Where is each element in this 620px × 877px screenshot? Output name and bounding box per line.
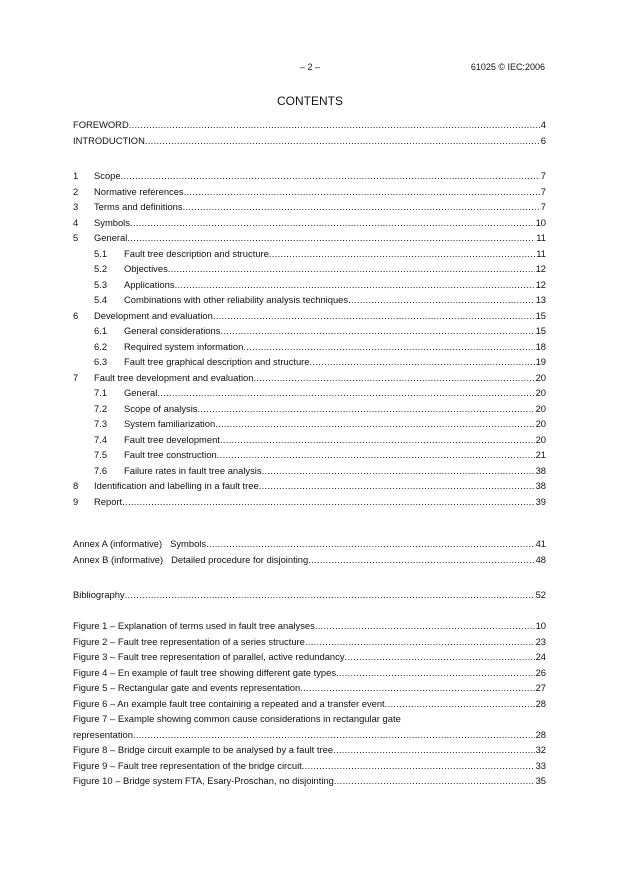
toc-entry-label: General considerations	[124, 325, 221, 336]
dot-leader	[121, 168, 540, 184]
toc-entry-clause-4[interactable]	[73, 215, 546, 231]
toc-entry-number: 6	[73, 309, 79, 321]
toc-entry-page: 6	[540, 134, 546, 146]
toc-entry-figure-4[interactable]	[73, 665, 546, 681]
toc-entry-page: 41	[535, 538, 546, 549]
dot-leader	[206, 536, 535, 552]
toc-entry-page: 12	[535, 278, 546, 290]
toc-entry-label: General	[94, 232, 128, 243]
toc-entry-number: 1	[73, 170, 79, 181]
toc-entry-number: 5.1	[94, 247, 108, 259]
dot-leader	[334, 773, 535, 789]
toc-entry-label[interactable]: Figure 7 – Example showing common cause considerations in rectangular gate	[73, 713, 401, 724]
toc-entry-number: 9	[73, 495, 79, 507]
toc-entry-figure-2[interactable]	[73, 634, 546, 650]
dot-leader	[220, 432, 535, 448]
dot-leader	[168, 261, 535, 277]
dot-leader	[184, 184, 540, 200]
toc-entry-number: 6.2	[94, 340, 108, 352]
toc-entry-page: 38	[535, 464, 546, 476]
toc-entry-clause-6[interactable]	[73, 308, 546, 324]
toc-entry-page: 11	[536, 247, 546, 259]
toc-entry-label: Scope of analysis	[124, 402, 198, 414]
toc-entry-label: System familiarization	[124, 418, 216, 429]
toc-entry-label: Figure 8 – Bridge circuit example to be analysed by a fault tree	[73, 744, 334, 755]
toc-entry-page: 7	[540, 201, 546, 212]
dot-leader	[125, 587, 535, 603]
toc-entry-clause-6-1[interactable]	[73, 323, 546, 339]
toc-entry-label: Combinations with other reliability analysis techniques	[124, 294, 349, 305]
toc-entry-page: 20	[535, 387, 546, 398]
toc-entry-page: 10	[535, 216, 546, 228]
toc-entry-page: 33	[535, 759, 546, 771]
toc-entry-clause-5[interactable]	[73, 230, 546, 246]
toc-figures	[73, 618, 546, 789]
toc-entry-figure-7[interactable]	[73, 727, 546, 743]
toc-entry-label: Objectives	[124, 263, 168, 274]
dot-leader	[220, 323, 534, 339]
toc-entry-label: Fault tree graphical description and structure	[124, 356, 310, 367]
toc-entry-clause-3[interactable]	[73, 199, 546, 215]
toc-entry-label: Fault tree development	[124, 433, 220, 445]
toc-entry-page: 11	[536, 232, 546, 243]
toc-entry-number: 6.1	[94, 325, 108, 336]
toc-entry-page: 32	[535, 744, 546, 755]
toc-entry-page: 21	[535, 449, 546, 460]
toc-entry-number: Annex B (informative)	[73, 553, 164, 565]
toc-entry-page: 20	[535, 418, 546, 429]
toc-entry-page: 20	[535, 433, 546, 445]
dot-leader	[345, 649, 535, 665]
toc-entry-label: Failure rates in fault tree analysis	[124, 464, 262, 476]
dot-leader	[269, 246, 535, 262]
toc-entry-figure-3[interactable]	[73, 649, 546, 665]
toc-entry-page: 15	[535, 309, 546, 321]
toc-entry-number: 3	[73, 201, 79, 212]
toc-entry-page: 48	[535, 553, 546, 565]
toc-entry-clause-7-6[interactable]	[73, 463, 546, 479]
toc-entry-page: 24	[535, 651, 546, 662]
toc-entry-label: Identification and labelling in a fault tree	[94, 480, 259, 491]
toc-entry-label: Figure 10 – Bridge system FTA, Esary-Proschan, no disjointing	[73, 775, 334, 786]
toc-entry-number: 5.2	[94, 263, 108, 274]
toc-entry-figure-10[interactable]	[73, 773, 546, 789]
toc-entry-number: 7	[73, 371, 79, 383]
dot-leader	[262, 463, 535, 479]
dot-leader	[310, 354, 535, 370]
dot-leader	[157, 385, 534, 401]
toc-entry-label: Bibliography	[73, 589, 125, 600]
toc-entry-label: Applications	[124, 278, 175, 290]
toc-entry-clause-7-3[interactable]	[73, 416, 546, 432]
toc-entry-number: 7.5	[94, 449, 108, 460]
toc-entry-page: 27	[535, 682, 546, 693]
toc-entry-label: Scope	[94, 170, 121, 181]
page-title: CONTENTS	[277, 94, 343, 108]
toc-entry-label: Fault tree construction	[124, 449, 217, 460]
toc-entry-label: Report	[94, 495, 123, 507]
toc-entry-clause-9[interactable]	[73, 494, 546, 510]
toc-entry-bibliography[interactable]	[73, 587, 546, 603]
toc-entry-page: 4	[540, 119, 546, 130]
dot-leader	[130, 215, 535, 231]
dot-leader	[336, 665, 535, 681]
dot-leader	[145, 133, 540, 149]
dot-leader	[133, 727, 535, 743]
standard-reference: 61025 © IEC:2006	[470, 62, 545, 72]
toc-entry-number: 7.1	[94, 387, 108, 398]
toc-entry-clause-7-2[interactable]	[73, 401, 546, 417]
dot-leader	[122, 494, 534, 510]
dot-leader	[333, 742, 535, 758]
toc-entry-number: Annex A (informative)	[73, 538, 163, 549]
dot-leader	[197, 401, 534, 417]
toc-entry-number: 7.3	[94, 418, 108, 429]
toc-front-matter	[73, 117, 546, 148]
toc-entry-clause-7-4[interactable]	[73, 432, 546, 448]
toc-entry-page: 39	[535, 495, 546, 507]
toc-entry-label: Terms and definitions	[94, 201, 183, 212]
toc-bibliography	[73, 587, 546, 603]
toc-entry-number: 2	[73, 185, 79, 197]
toc-entry-label: Development and evaluation	[94, 309, 213, 321]
toc-entry-label: Figure 1 – Explanation of terms used in fault tree analyses	[73, 620, 315, 631]
toc-entry-page: 28	[535, 697, 546, 709]
toc-entry-page: 35	[535, 775, 546, 786]
dot-leader	[217, 447, 535, 463]
toc-entry-introduction[interactable]	[73, 133, 546, 149]
toc-entry-label: Fault tree description and structure	[124, 247, 269, 259]
page-number: – 2 –	[299, 62, 321, 72]
toc-entry-label: Figure 2 – Fault tree representation of a series structure	[73, 635, 305, 647]
toc-entry-number: 7.2	[94, 402, 108, 414]
toc-entry-clause-7-1[interactable]	[73, 385, 546, 401]
dot-leader	[253, 370, 534, 386]
toc-entry-page: 10	[535, 620, 546, 631]
toc-clauses	[73, 168, 546, 509]
toc-entry-label: representation	[73, 728, 133, 740]
toc-entry-clause-2[interactable]	[73, 184, 546, 200]
dot-leader	[315, 618, 535, 634]
toc-entry-figure-6[interactable]	[73, 696, 546, 712]
dot-leader	[302, 758, 535, 774]
toc-entry-foreword[interactable]	[73, 117, 546, 133]
toc-entry-figure-8[interactable]	[73, 742, 546, 758]
toc-entry-page: 23	[535, 635, 546, 647]
toc-entry-label: Detailed procedure for disjointing	[171, 553, 309, 565]
toc-entry-page: 26	[535, 666, 546, 678]
toc-entry-label: Figure 5 – Rectangular gate and events representation	[73, 682, 301, 693]
toc-entry-number: 5.3	[94, 278, 108, 290]
toc-entry-page: 7	[540, 170, 546, 181]
toc-entry-label: INTRODUCTION	[73, 134, 145, 146]
toc-entry-number: 7.6	[94, 464, 108, 476]
dot-leader	[348, 292, 534, 308]
dot-leader	[308, 552, 534, 568]
toc-entry-annex-b[interactable]	[73, 552, 546, 568]
toc-entry-label: Symbols	[170, 538, 207, 549]
toc-entry-label: Symbols	[94, 216, 130, 228]
toc-entry-page: 38	[535, 480, 546, 491]
toc-entry-clause-8[interactable]	[73, 478, 546, 494]
toc-entry-clause-5-4[interactable]	[73, 292, 546, 308]
toc-entry-page: 52	[535, 589, 546, 600]
toc-entry-label: FOREWORD	[73, 119, 129, 130]
toc-entry-page: 12	[535, 263, 546, 274]
toc-entry-clause-6-3[interactable]	[73, 354, 546, 370]
toc-entry-clause-5-2[interactable]	[73, 261, 546, 277]
toc-entry-label: Figure 3 – Fault tree representation of parallel, active redundancy	[73, 651, 345, 662]
toc-entry-page: 15	[535, 325, 546, 336]
toc-entry-page: 20	[535, 402, 546, 414]
toc-entry-clause-7-5[interactable]	[73, 447, 546, 463]
toc-entry-label: Required system information	[124, 340, 244, 352]
toc-entry-figure-9[interactable]	[73, 758, 546, 774]
toc-entry-annex-a[interactable]	[73, 536, 546, 552]
toc-entry-clause-1[interactable]	[73, 168, 546, 184]
toc-entry-number: 6.3	[94, 356, 108, 367]
toc-entry-number: 5	[73, 232, 79, 243]
dot-leader	[259, 478, 535, 494]
toc-entry-page: 18	[535, 340, 546, 352]
dot-leader	[213, 308, 535, 324]
toc-entry-number: 5.4	[94, 294, 108, 305]
toc-entry-page: 7	[540, 185, 546, 197]
toc-entry-page: 20	[535, 371, 546, 383]
dot-leader	[215, 416, 534, 432]
toc-entry-number: 4	[73, 216, 79, 228]
toc-entry-number: 8	[73, 480, 79, 491]
toc-entry-clause-5-3[interactable]	[73, 277, 546, 293]
toc-entry-label: Figure 6 – An example fault tree containing a repeated and a transfer event	[73, 697, 385, 709]
toc-entry-label: Fault tree development and evaluation	[94, 371, 254, 383]
dot-leader	[183, 199, 540, 215]
toc-entry-page: 28	[535, 728, 546, 740]
dot-leader	[243, 339, 534, 355]
toc-entry-label: Normative references	[94, 185, 184, 197]
dot-leader	[127, 230, 535, 246]
toc-entry-label: Figure 9 – Fault tree representation of the bridge circuit	[73, 759, 302, 771]
toc-entry-clause-5-1[interactable]	[73, 246, 546, 262]
dot-leader	[300, 680, 534, 696]
toc-entry-page: 19	[535, 356, 546, 367]
dot-leader	[305, 634, 535, 650]
toc-entry-clause-6-2[interactable]	[73, 339, 546, 355]
toc-entry-label: General	[124, 387, 158, 398]
toc-entry-clause-7[interactable]	[73, 370, 546, 386]
dot-leader	[385, 696, 535, 712]
toc-entry-figure-1[interactable]	[73, 618, 546, 634]
toc-annexes	[73, 536, 546, 567]
dot-leader	[175, 277, 535, 293]
toc-entry-page: 13	[535, 294, 546, 305]
dot-leader	[129, 117, 540, 133]
toc-entry-label: Figure 4 – En example of fault tree showing different gate types	[73, 666, 337, 678]
toc-entry-figure-5[interactable]	[73, 680, 546, 696]
toc-entry-number: 7.4	[94, 433, 108, 445]
